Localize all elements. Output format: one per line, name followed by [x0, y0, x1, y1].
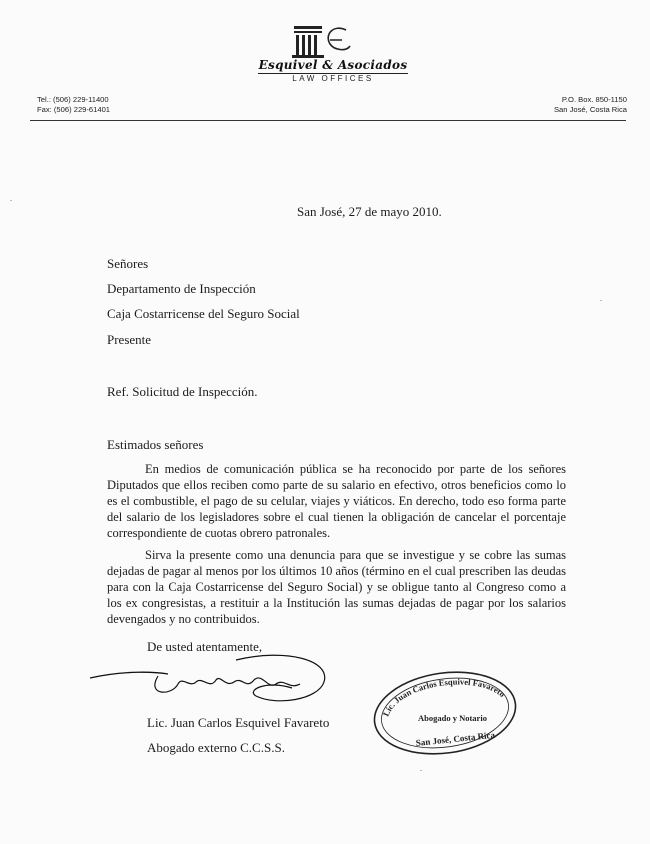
stamp-middle-text: Abogado y Notario [418, 713, 487, 723]
firm-name: Esquivel & Asociados [258, 58, 408, 72]
firm-subtitle: LAW OFFICES [292, 74, 374, 83]
contact-phones [37, 95, 110, 115]
body-paragraph-2: Sirva la presente como una denuncia para que se investigue y se cobre las sumas dejadas de pagar al menos por los últimos 10 años (término en el cual prescriben las deudas para con la Caja Costarricense del Seguro Social) y se obligue tanto al Congreso como a los ex congresistas, a restituir a la Institución las sumas dejadas de pagar por los salarios devengados y no contribuidos. [107, 548, 566, 626]
salutation: Estimados señores [107, 437, 204, 452]
recipient-institution: Caja Costarricense del Seguro Social [107, 306, 300, 321]
po-box: P.O. Box. 850-1150 [561, 95, 627, 104]
contact-address [554, 95, 627, 115]
recipient-greeting: Señores [107, 256, 149, 271]
city: San José, Costa Rica [553, 105, 627, 114]
date-line: San José, 27 de mayo 2010. [297, 204, 442, 219]
stamp-bottom-text: San José, Costa Rica [415, 729, 496, 749]
signer-title: Abogado externo C.C.S.S. [147, 740, 285, 755]
scan-speck [420, 770, 422, 771]
handwritten-signature [86, 650, 336, 710]
signer-name: Lic. Juan Carlos Esquivel Favareto [147, 715, 330, 730]
telephone: Tel.: (506) 229-11400 [37, 95, 109, 104]
notary-stamp [370, 667, 520, 759]
recipient-department: Departamento de Inspección [107, 281, 256, 296]
reference-line: Ref. Solicitud de Inspección. [107, 384, 258, 399]
scan-speck [600, 300, 602, 301]
scan-speck [10, 200, 12, 201]
closing: De usted atentamente, [147, 639, 263, 654]
recipient-presente: Presente [107, 332, 152, 347]
body-paragraph-1: En medios de comunicación pública se ha reconocido por parte de los señores Diputados que ellos reciben como parte de su salario en efectivo, otros beneficios como lo es el combustible, el pago de su celular, viajes y viáticos. En derecho, todo eso forma parte del salario de los legisladores sobre el cual tienen la obligación de cancelar el porcentaje correspondiente de cuotas obrero patronales. [107, 462, 566, 540]
firm-logo [286, 22, 356, 62]
fax: Fax: (506) 229-61401 [37, 105, 111, 114]
stamp-arc-text: Lic. Juan Carlos Esquivel Favareto [380, 676, 508, 718]
letterhead-divider [30, 120, 626, 121]
